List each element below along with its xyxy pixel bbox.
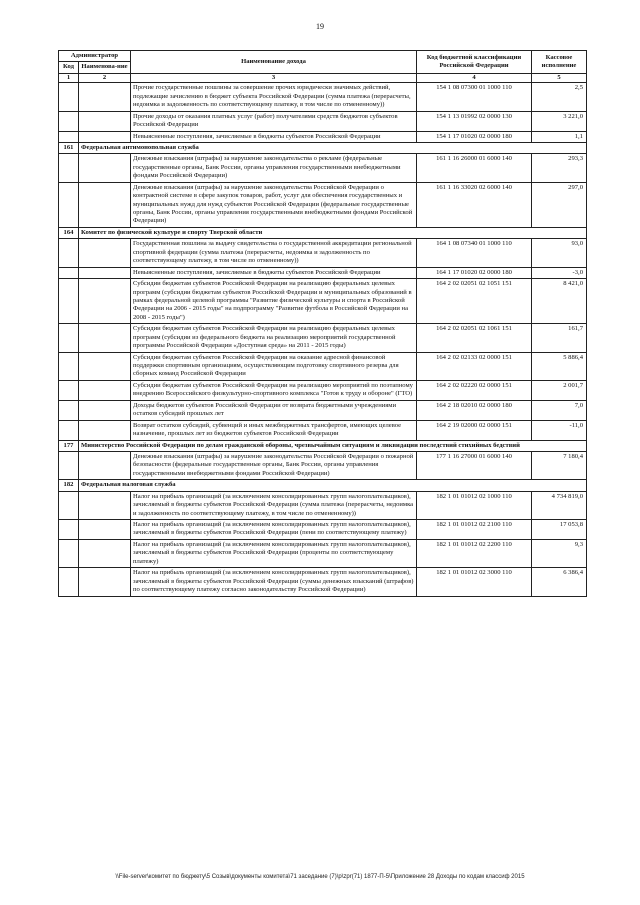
income-name-cell: Денежные взыскания (штрафы) за нарушение законодательства о рекламе (федеральные государственные органы, Банк России, органы управления государственными внебюджетными фондами Российской Федерации) — [131, 154, 417, 182]
empty-cell — [59, 324, 79, 352]
empty-cell — [59, 420, 79, 440]
col-number: 3 — [131, 73, 417, 82]
amount-cell: 5 886,4 — [532, 352, 587, 380]
col-number: 4 — [417, 73, 532, 82]
amount-cell: 293,3 — [532, 154, 587, 182]
empty-cell — [59, 131, 79, 142]
empty-cell — [59, 568, 79, 596]
amount-cell: 297,0 — [532, 182, 587, 227]
budget-code-cell: 164 2 02 02133 02 0000 151 — [417, 352, 532, 380]
empty-cell — [79, 568, 131, 596]
table-row — [59, 267, 587, 278]
empty-cell — [79, 451, 131, 479]
empty-cell — [79, 400, 131, 420]
section-title: Комитет по физической культуре и спорту Тверской области — [79, 227, 587, 238]
empty-cell — [79, 380, 131, 400]
income-name-cell: Денежные взыскания (штрафы) за нарушение законодательства Российской Федерации о пожарной безопасности (федеральные государственные органы, Банк России, органы управления государственными внебюджетными фондами Российской Федерации) — [131, 451, 417, 479]
page-number: 19 — [316, 22, 324, 31]
budget-code-cell: 164 2 02 02220 02 0000 151 — [417, 380, 532, 400]
empty-cell — [79, 111, 131, 131]
table-row — [59, 520, 587, 540]
col-number: 5 — [532, 73, 587, 82]
income-name-cell: Налог на прибыль организаций (за исключением консолидированных групп налогоплательщиков), зачисляемый в бюджеты субъектов Российской Федерации (проценты по соответствующему платежу) — [131, 539, 417, 567]
amount-cell: 9,3 — [532, 539, 587, 567]
income-name-cell: Доходы бюджетов субъектов Российской Федерации от возврата бюджетными учреждениями остатков субсидий прошлых лет — [131, 400, 417, 420]
table-row — [59, 352, 587, 380]
income-name-cell: Субсидии бюджетам субъектов Российской Федерации на реализацию мероприятий по поэтапному внедрению Всероссийского физкультурно-спортивного комплекса "Готов к труду и обороне" (ГТО) — [131, 380, 417, 400]
empty-cell — [59, 491, 79, 519]
empty-cell — [79, 239, 131, 267]
income-name-cell: Невыясненные поступления, зачисляемые в бюджеты субъектов Российской Федерации — [131, 267, 417, 278]
header-admin-name: Наименова-ние — [79, 62, 131, 73]
empty-cell — [59, 83, 79, 111]
empty-cell — [79, 420, 131, 440]
table-row — [59, 324, 587, 352]
income-name-cell: Возврат остатков субсидий, субвенций и иных межбюджетных трансфертов, имеющих целевое назначение, прошлых лет из бюджетов субъектов Российской Федерации — [131, 420, 417, 440]
section-row — [59, 440, 587, 451]
empty-cell — [59, 267, 79, 278]
amount-cell: 7,0 — [532, 400, 587, 420]
amount-cell: 161,7 — [532, 324, 587, 352]
section-title: Федеральная антимонопольная служба — [79, 142, 587, 153]
empty-cell — [59, 111, 79, 131]
budget-code-cell: 177 1 16 27000 01 6000 140 — [417, 451, 532, 479]
amount-cell: 93,0 — [532, 239, 587, 267]
amount-cell: 4 734 819,0 — [532, 491, 587, 519]
col-number: 1 — [59, 73, 79, 82]
budget-code-cell: 182 1 01 01012 02 1000 110 — [417, 491, 532, 519]
empty-cell — [59, 400, 79, 420]
amount-cell: 2 001,7 — [532, 380, 587, 400]
col-number: 2 — [79, 73, 131, 82]
section-code: 161 — [59, 142, 79, 153]
header-admin-code: Код — [59, 62, 79, 73]
table-row — [59, 380, 587, 400]
header-cash-execution: Кассовое исполнение — [532, 51, 587, 74]
income-name-cell: Прочие доходы от оказания платных услуг (работ) получателями средств бюджетов субъектов Российской Федерации — [131, 111, 417, 131]
empty-cell — [79, 83, 131, 111]
budget-code-cell: 164 2 19 02000 02 0000 151 — [417, 420, 532, 440]
empty-cell — [59, 380, 79, 400]
budget-code-cell: 164 2 18 02010 02 0000 180 — [417, 400, 532, 420]
income-name-cell: Денежные взыскания (штрафы) за нарушение законодательства Российской Федерации о контрактной системе в сфере закупок товаров, работ, услуг для обеспечения государственных и муниципальных нужд для нужд субъектов Российской Федерации (федеральные государственные органы, Банк России, органы управления государственными внебюджетными фондами Российской Федерации) — [131, 182, 417, 227]
section-title: Федеральная налоговая служба — [79, 480, 587, 491]
empty-cell — [59, 539, 79, 567]
amount-cell: 8 421,0 — [532, 279, 587, 324]
empty-cell — [79, 324, 131, 352]
amount-cell: 3 221,0 — [532, 111, 587, 131]
header-income-name: Наименование дохода — [131, 51, 417, 74]
income-name-cell: Невыясненные поступления, зачисляемые в бюджеты субъектов Российской Федерации — [131, 131, 417, 142]
budget-code-cell: 164 1 08 07340 01 1000 110 — [417, 239, 532, 267]
table-row — [59, 451, 587, 479]
amount-cell: 7 180,4 — [532, 451, 587, 479]
table-row — [59, 111, 587, 131]
section-row — [59, 227, 587, 238]
budget-code-cell: 164 2 02 02051 02 1051 151 — [417, 279, 532, 324]
empty-cell — [79, 539, 131, 567]
table-row — [59, 400, 587, 420]
empty-cell — [59, 279, 79, 324]
section-row — [59, 142, 587, 153]
empty-cell — [59, 451, 79, 479]
section-code: 177 — [59, 440, 79, 451]
table-row — [59, 83, 587, 111]
empty-cell — [59, 154, 79, 182]
section-title: Министерство Российской Федерации по делам гражданской обороны, чрезвычайным ситуациям и ликвидации последствий стихийных бедствий — [79, 440, 587, 451]
file-path-footer: \\File-server\комитет по бюджету\5 Созыв\документы комитета\71 заседание (7)\p\zpr(71) 1877-П-5\Приложение 28 Доходы по кодам классиф 2015 — [115, 874, 525, 880]
header-budget-code: Код бюджетной классификации Российской Федерации — [417, 51, 532, 74]
table-row — [59, 239, 587, 267]
budget-code-cell: 182 1 01 01012 02 3000 110 — [417, 568, 532, 596]
table-row — [59, 539, 587, 567]
empty-cell — [59, 182, 79, 227]
income-name-cell: Прочие государственные пошлины за совершение прочих юридически значимых действий, подлежащие зачислению в бюджет субъекта Российской Федерации (сумма платежа (перерасчеты, недоимка и задолженность по соответствующему платежу, в том числе по отмененному)) — [131, 83, 417, 111]
empty-cell — [59, 520, 79, 540]
income-name-cell: Налог на прибыль организаций (за исключением консолидированных групп налогоплательщиков), зачисляемый в бюджеты субъектов Российской Федерации (сумма платежа (перерасчеты, недоимка и задолженность по соответствующему платежу, в том числе по отмененному)) — [131, 491, 417, 519]
amount-cell: -3,0 — [532, 267, 587, 278]
income-name-cell: Субсидии бюджетам субъектов Российской Федерации на реализацию федеральных целевых программ (субсидии из федерального бюджета на реализацию мероприятий государственной программы Российской Федерации «Доступная среда» на 2011 - 2015 годы) — [131, 324, 417, 352]
empty-cell — [79, 154, 131, 182]
budget-code-cell: 161 1 16 26000 01 6000 140 — [417, 154, 532, 182]
empty-cell — [79, 352, 131, 380]
income-name-cell: Налог на прибыль организаций (за исключением консолидированных групп налогоплательщиков), зачисляемый в бюджеты субъектов Российской Федерации (пени по соответствующему платежу) — [131, 520, 417, 540]
section-code: 182 — [59, 480, 79, 491]
budget-code-cell: 164 1 17 01020 02 0000 180 — [417, 267, 532, 278]
empty-cell — [79, 279, 131, 324]
income-name-cell: Налог на прибыль организаций (за исключением консолидированных групп налогоплательщиков), зачисляемый в бюджеты субъектов Российской Федерации (суммы денежных взысканий (штрафов) по соответствующему платежу согласно законодательству Российской Федерации) — [131, 568, 417, 596]
income-name-cell: Субсидии бюджетам субъектов Российской Федерации на оказание адресной финансовой поддержки спортивным организациям, осуществляющим подготовку спортивного резерва для сборных команд Российской Федерации — [131, 352, 417, 380]
budget-code-cell: 161 1 16 33020 02 6000 140 — [417, 182, 532, 227]
budget-code-cell: 154 1 13 01992 02 0000 130 — [417, 111, 532, 131]
empty-cell — [79, 131, 131, 142]
header-administrator: Администратор — [59, 51, 131, 62]
income-name-cell: Субсидии бюджетам субъектов Российской Федерации на реализацию федеральных целевых программ (субсидии бюджетам субъектов Российской Федерации и муниципальных образований в рамках федеральной целевой программы "Развитие физической культуры и спорта в Российской Федерации на 2006 - 2015 годы" на подпрограмму "Развитие футбола в Российской Федерации на 2008 - 2015 годы") — [131, 279, 417, 324]
empty-cell — [79, 520, 131, 540]
section-code: 164 — [59, 227, 79, 238]
budget-code-cell: 154 1 17 01020 02 0000 180 — [417, 131, 532, 142]
table-row — [59, 279, 587, 324]
income-table — [58, 50, 587, 597]
amount-cell: 1,1 — [532, 131, 587, 142]
empty-cell — [59, 352, 79, 380]
empty-cell — [79, 182, 131, 227]
budget-code-cell: 164 2 02 02051 02 1061 151 — [417, 324, 532, 352]
empty-cell — [59, 239, 79, 267]
table-row — [59, 420, 587, 440]
empty-cell — [79, 491, 131, 519]
amount-cell: 17 053,8 — [532, 520, 587, 540]
empty-cell — [79, 267, 131, 278]
budget-code-cell: 182 1 01 01012 02 2100 110 — [417, 520, 532, 540]
table-row — [59, 568, 587, 596]
budget-code-cell: 154 1 08 07300 01 1000 110 — [417, 83, 532, 111]
amount-cell: -11,0 — [532, 420, 587, 440]
amount-cell: 6 386,4 — [532, 568, 587, 596]
amount-cell: 2,5 — [532, 83, 587, 111]
table-row — [59, 491, 587, 519]
section-row — [59, 480, 587, 491]
income-name-cell: Государственная пошлина за выдачу свидетельства о государственной аккредитации региональной спортивной федерации (сумма платежа (перерасчеты, недоимка и задолженность по соответствующему платежу, в том числе по отмененному)) — [131, 239, 417, 267]
budget-code-cell: 182 1 01 01012 02 2200 110 — [417, 539, 532, 567]
table-row — [59, 131, 587, 142]
table-row — [59, 182, 587, 227]
table-row — [59, 154, 587, 182]
